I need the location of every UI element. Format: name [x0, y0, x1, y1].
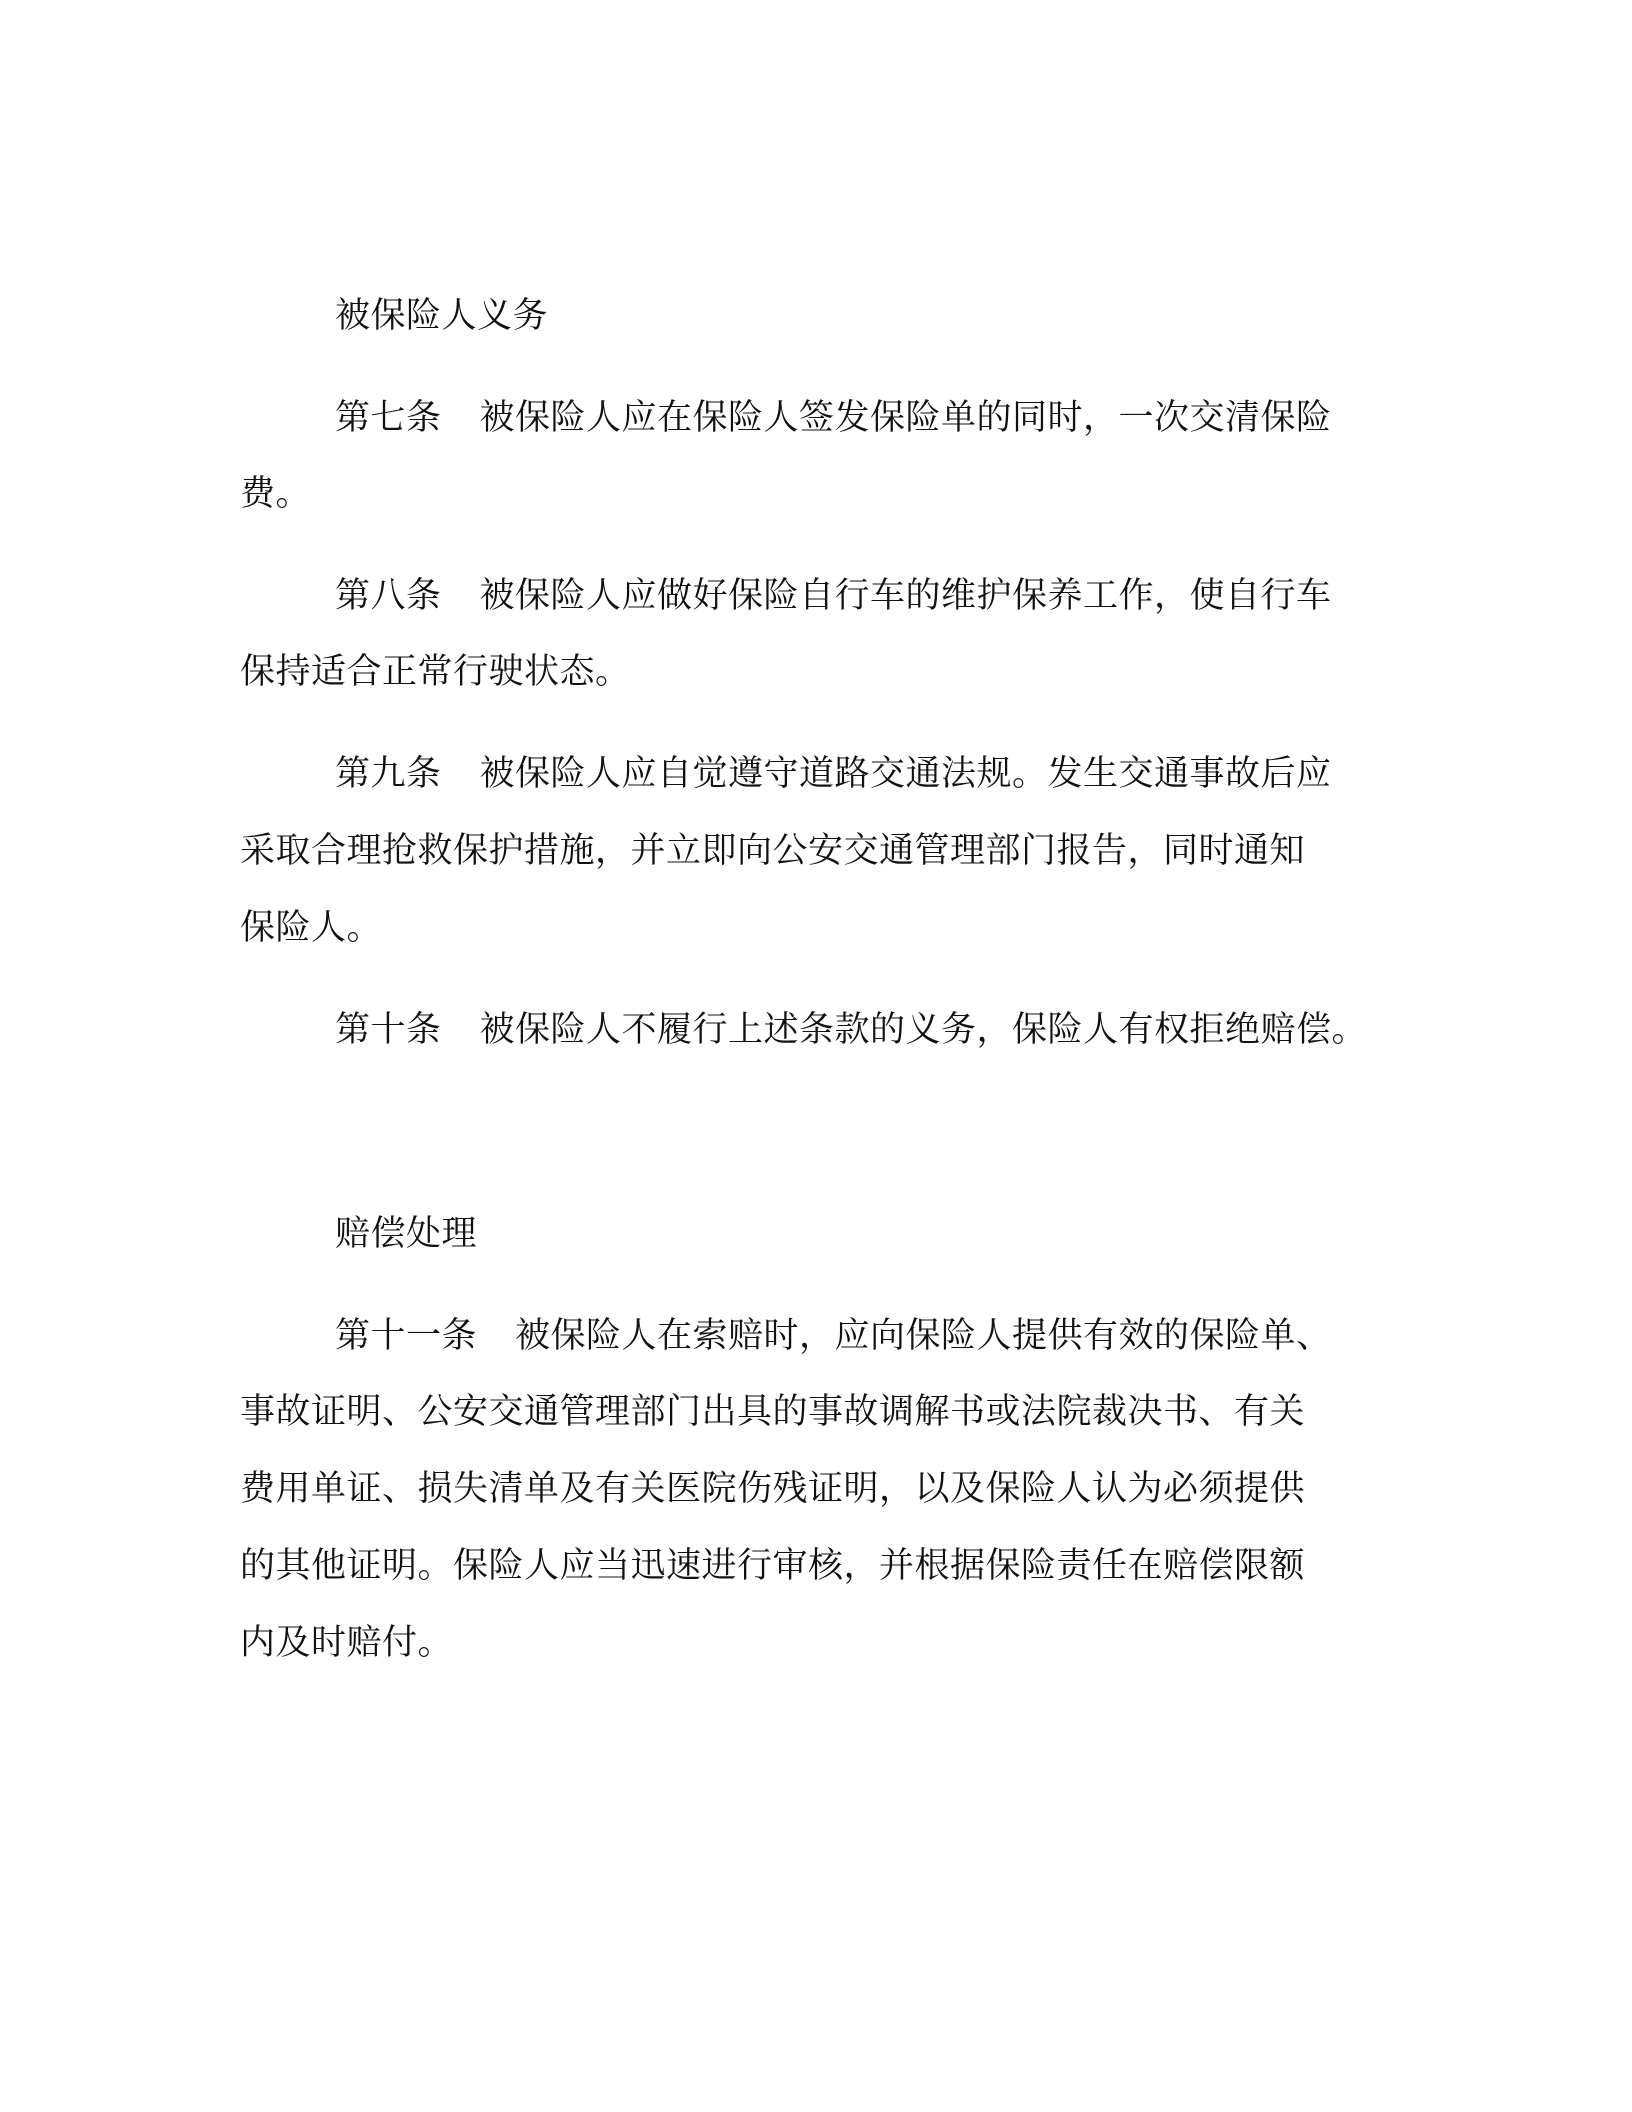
article-9-text-1: 被保险人应自觉遵守道路交通法规。发生交通事故后应	[479, 754, 1332, 794]
article-10-text-1: 被保险人不履行上述条款的义务，保险人有权拒绝赔偿。	[479, 1010, 1368, 1050]
article-8-line-1	[335, 574, 1332, 618]
article-7-line-2: 费。	[240, 474, 312, 514]
article-11-line-1	[335, 1314, 1332, 1358]
article-11-line-4: 的其他证明。保险人应当迅速进行审核，并根据保险责任在赔偿限额	[240, 1546, 1306, 1586]
article-9-line-1	[335, 752, 1332, 796]
article-11-line-3: 费用单证、损失清单及有关医院伤残证明，以及保险人认为必须提供	[240, 1469, 1306, 1509]
article-9-line-2: 采取合理抢救保护措施，并立即向公安交通管理部门报告，同时通知	[240, 831, 1306, 871]
section-heading-insured-obligations: 被保险人义务	[335, 296, 549, 336]
article-8-line-2: 保持适合正常行驶状态。	[240, 652, 631, 692]
article-8-number: 第八条	[335, 576, 442, 616]
article-9-line-3: 保险人。	[240, 908, 383, 948]
article-11-number: 第十一条	[335, 1316, 478, 1356]
article-10-line-1	[335, 1008, 1367, 1052]
article-11-text-1: 被保险人在索赔时，应向保险人提供有效的保险单、	[515, 1316, 1332, 1356]
article-7-text-1: 被保险人应在保险人签发保险单的同时，一次交清保险	[479, 398, 1332, 438]
article-10-number: 第十条	[335, 1010, 442, 1050]
article-11-line-2: 事故证明、公安交通管理部门出具的事故调解书或法院裁决书、有关	[240, 1392, 1306, 1432]
article-7-line-1	[335, 396, 1332, 440]
article-7-number: 第七条	[335, 398, 442, 438]
article-9-number: 第九条	[335, 754, 442, 794]
section-heading-claims-handling: 赔偿处理	[335, 1214, 478, 1254]
article-11-line-5: 内及时赔付。	[240, 1623, 454, 1663]
article-8-text-1: 被保险人应做好保险自行车的维护保养工作，使自行车	[479, 576, 1332, 616]
